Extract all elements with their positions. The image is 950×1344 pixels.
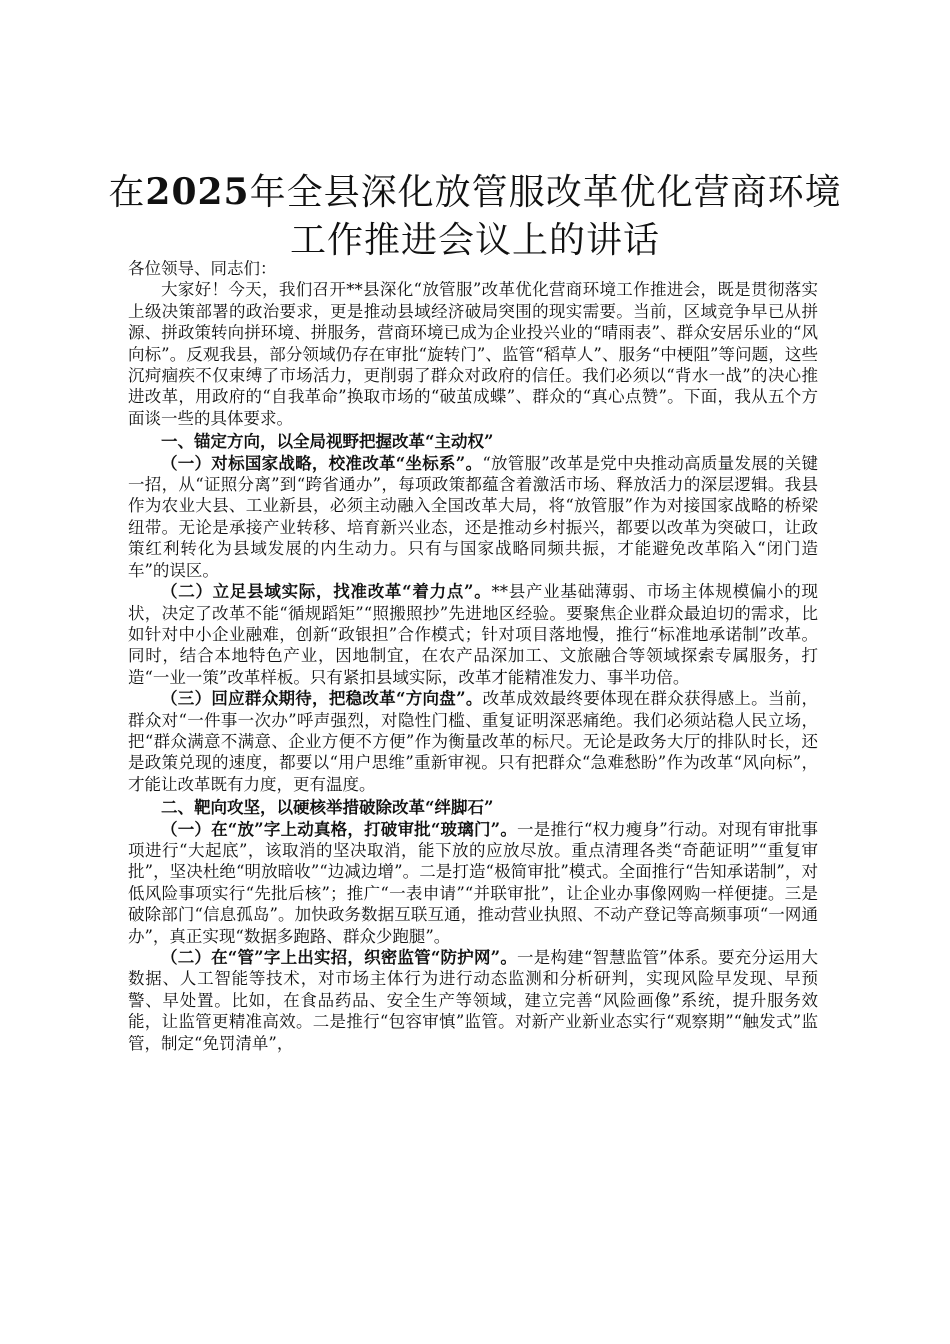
intro-paragraph: 大家好！今天，我们召开**县深化“放管服”改革优化营商环境工作推进会，既是贯彻落实上级决策部署的政治要求，更是推动县域经济破局突围的现实需要。当前，区域竞争早已从拼源、拼政策转向拼环境、拼服务，营商环境已成为企业投兴业的“晴雨表”、群众安居乐业的“风向标”。反观我县，部分领域仍存在审批“旋转门”、监管“稻草人”、服务“中梗阻”等问题，这些沉疴痼疾不仅束缚了市场活力，更削弱了群众对政府的信任。我们必须以“背水一战”的决心推进改革，用政府的“自我革命”换取市场的“破茧成蝶”、群众的“真心点赞”。下面，我从五个方面谈一些的具体要求。 <box>128 280 818 428</box>
subheading-1-1: （一）对标国家战略，校准改革“坐标系”。 <box>161 453 483 473</box>
paragraph-2-1: （一）在“放”字上动真格，打破审批“玻璃门”。一是推行“权力瘦身”行动。对现有审批事项进行“大起底”，该取消的坚决取消，能下放的应放尽放。重点清理各类“奇葩证明”“重复审批”，坚决杜绝“明放暗收”“边减边增”。二是打造“极简审批”模式。全面推行“告知承诺制”，对低风险事项实行“先批后核”；推广“一表申请”“并联审批”，让企业办事像网购一样便捷。三是破除部门“信息孤岛”。加快政务数据互联互通，推动营业执照、不动产登记等高频事项“一网通办”，真正实现“数据多跑路、群众少跑腿”。 <box>128 819 818 946</box>
title-line-2: 工作推进会议上的讲话 <box>289 220 660 261</box>
greeting: 各位领导、同志们： <box>128 259 277 278</box>
subheading-1-2: （二）立足县域实际，找准改革“着力点”。 <box>161 582 492 602</box>
paragraph-1-2: （二）立足县域实际，找准改革“着力点”。**县产业基础薄弱、市场主体规模偏小的现状，决定了改革不能“循规蹈矩”“照搬照抄”先进地区经验。要聚焦企业群众最迫切的需求，比如针对中小企业融难，创新“政银担”合作模式；针对项目落地慢，推行“标准地承诺制”改革。同时，结合本地特色产业，因地制宜，在农产品深加工、文旅融合等领域探索专属服务，打造“一业一策”改革样板。只有紧扣县域实际，改革才能精准发力、事半功倍。 <box>128 582 819 687</box>
paragraph-1-3: （三）回应群众期待，把稳改革“方向盘”。改革成效最终要体现在群众获得感上。当前，群众对“一件事一次办”呼声强烈，对隐性门槛、重复证明深恶痛绝。我们必须站稳人民立场，把“群众满意不满意、企业方便不方便”作为衡量改革的标尺。无论是政务大厅的排队时长，还是政策兑现的速度，都要以“用户思维”重新审视。只有把群众“急难愁盼”作为改革“风向标”，才能让改革既有力度，更有温度。 <box>128 689 819 794</box>
subheading-1-3: （三）回应群众期待，把稳改革“方向盘”。 <box>161 689 483 709</box>
title-year: 2025 <box>145 171 250 213</box>
subheading-2-2: （二）在“管”字上出实招，织密监管“防护网”。 <box>161 948 518 967</box>
paragraph-2-2: （二）在“管”字上出实招，织密监管“防护网”。一是构建“智慧监管”体系。要充分运用大数据、人工智能等技术，对市场主体行为进行动态监测和分析研判，实现风险早发现、早预警、早处置。比如，在食品药品、安全生产等领域，建立完善“风险画像”系统，提升服务效能，让监管更精准高效。二是推行“包容审慎”监管。对新产业新业态实行“观察期”“触发式”监管，制定“免罚清单”， <box>128 948 818 1053</box>
document-body <box>128 258 818 1054</box>
paragraph-1-1: （一）对标国家战略，校准改革“坐标系”。“放管服”改革是党中央推动高质量发展的关键一招，从“证照分离”到“跨省通办”，每项政策都蕴含着激活市场、释放活力的深层逻辑。我县作为农业大县、工业新县，必须主动融入全国改革大局，将“放管服”作为对接国家战略的桥梁纽带。无论是承接产业转移、培育新兴业态，还是推动乡村振兴，都要以改革为突破口，让政策红利转化为县域发展的内生动力。只有与国家战略同频共振，才能避免改革陷入“闭门造车”的误区。 <box>128 453 819 580</box>
section-heading-1: 一、锚定方向，以全局视野把握改革“主动权” <box>161 432 494 452</box>
title-line-1: 在2025年全县深化放管服改革优化营商环境 <box>108 171 842 213</box>
section-heading-2: 二、靶向攻坚，以硬核举措破除改革“绊脚石” <box>161 798 494 818</box>
subheading-2-1: （一）在“放”字上动真格，打破审批“玻璃门”。 <box>161 819 518 839</box>
document-title <box>100 168 850 265</box>
